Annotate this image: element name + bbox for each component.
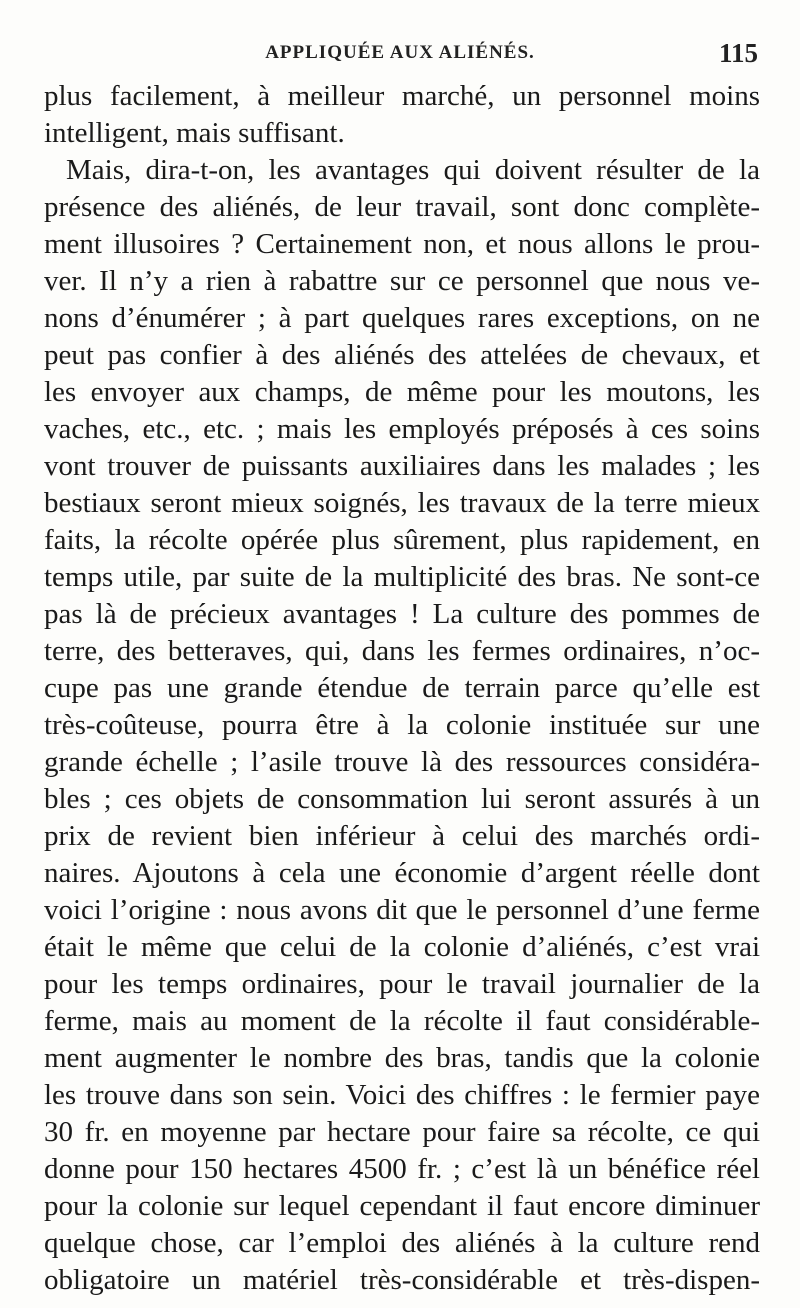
text-line: grande échelle ; l’asile trouve là des ressources considéra- [44, 746, 760, 778]
text-line: nons d’énumérer ; à part quelques rares exceptions, on ne [44, 302, 760, 334]
page-number: 115 [718, 38, 758, 68]
text-line: prix de revient bien inférieur à celui des marchés ordi- [44, 820, 760, 852]
text-line: peut pas confier à des aliénés des attelées de chevaux, et [44, 339, 760, 371]
text-line: bles ; ces objets de consommation lui seront assurés à un [44, 783, 760, 815]
text-line: ment illusoires ? Certainement non, et nous allons le prou- [44, 228, 760, 260]
text-line: présence des aliénés, de leur travail, sont donc complète- [44, 191, 760, 223]
text-line: quelque chose, car l’emploi des aliénés à la culture rend [44, 1227, 760, 1259]
text-line: 30 fr. en moyenne par hectare pour faire sa récolte, ce qui [44, 1116, 760, 1148]
text-line: vaches, etc., etc. ; mais les employés préposés à ces soins [44, 413, 760, 445]
body-text [44, 78, 760, 1299]
text-line: pas là de précieux avantages ! La culture des pommes de [44, 598, 760, 630]
text-line: vont trouver de puissants auxiliaires dans les malades ; les [44, 450, 760, 482]
text-line: donne pour 150 hectares 4500 fr. ; c’est là un bénéfice réel [44, 1153, 760, 1185]
running-title: APPLIQUÉE AUX ALIÉNÉS. [265, 42, 535, 63]
text-line: les trouve dans son sein. Voici des chiffres : le fermier paye [44, 1079, 760, 1111]
text-line: ver. Il n’y a rien à rabattre sur ce personnel que nous ve- [44, 265, 760, 297]
text-line: pour les temps ordinaires, pour le travail journalier de la [44, 968, 760, 1000]
text-line: les envoyer aux champs, de même pour les moutons, les [44, 376, 760, 408]
text-line: ment augmenter le nombre des bras, tandis que la colonie [44, 1042, 760, 1074]
text-line: très-coûteuse, pourra être à la colonie instituée sur une [44, 709, 760, 741]
text-line: ferme, mais au moment de la récolte il faut considérable- [44, 1005, 760, 1037]
text-line: faits, la récolte opérée plus sûrement, plus rapidement, en [44, 524, 760, 556]
text-line: obligatoire un matériel très-considérable et très-dispen- [44, 1264, 760, 1296]
text-line: naires. Ajoutons à cela une économie d’argent réelle dont [44, 857, 760, 889]
text-line: terre, des betteraves, qui, dans les fermes ordinaires, n’oc- [44, 635, 760, 667]
text-line: plus facilement, à meilleur marché, un personnel moins [44, 80, 760, 112]
text-line: pour la colonie sur lequel cependant il faut encore diminuer [44, 1190, 760, 1222]
text-line: voici l’origine : nous avons dit que le personnel d’une ferme [44, 894, 760, 926]
text-line: était le même que celui de la colonie d’aliénés, c’est vrai [44, 931, 760, 963]
text-line: cupe pas une grande étendue de terrain parce qu’elle est [44, 672, 760, 704]
text-line: bestiaux seront mieux soignés, les travaux de la terre mieux [44, 487, 760, 519]
text-line: intelligent, mais suffisant. [44, 117, 345, 149]
text-line: Mais, dira-t-on, les avantages qui doivent résulter de la [66, 154, 760, 186]
page-header [40, 38, 760, 74]
text-line: temps utile, par suite de la multiplicité des bras. Ne sont-ce [44, 561, 760, 593]
